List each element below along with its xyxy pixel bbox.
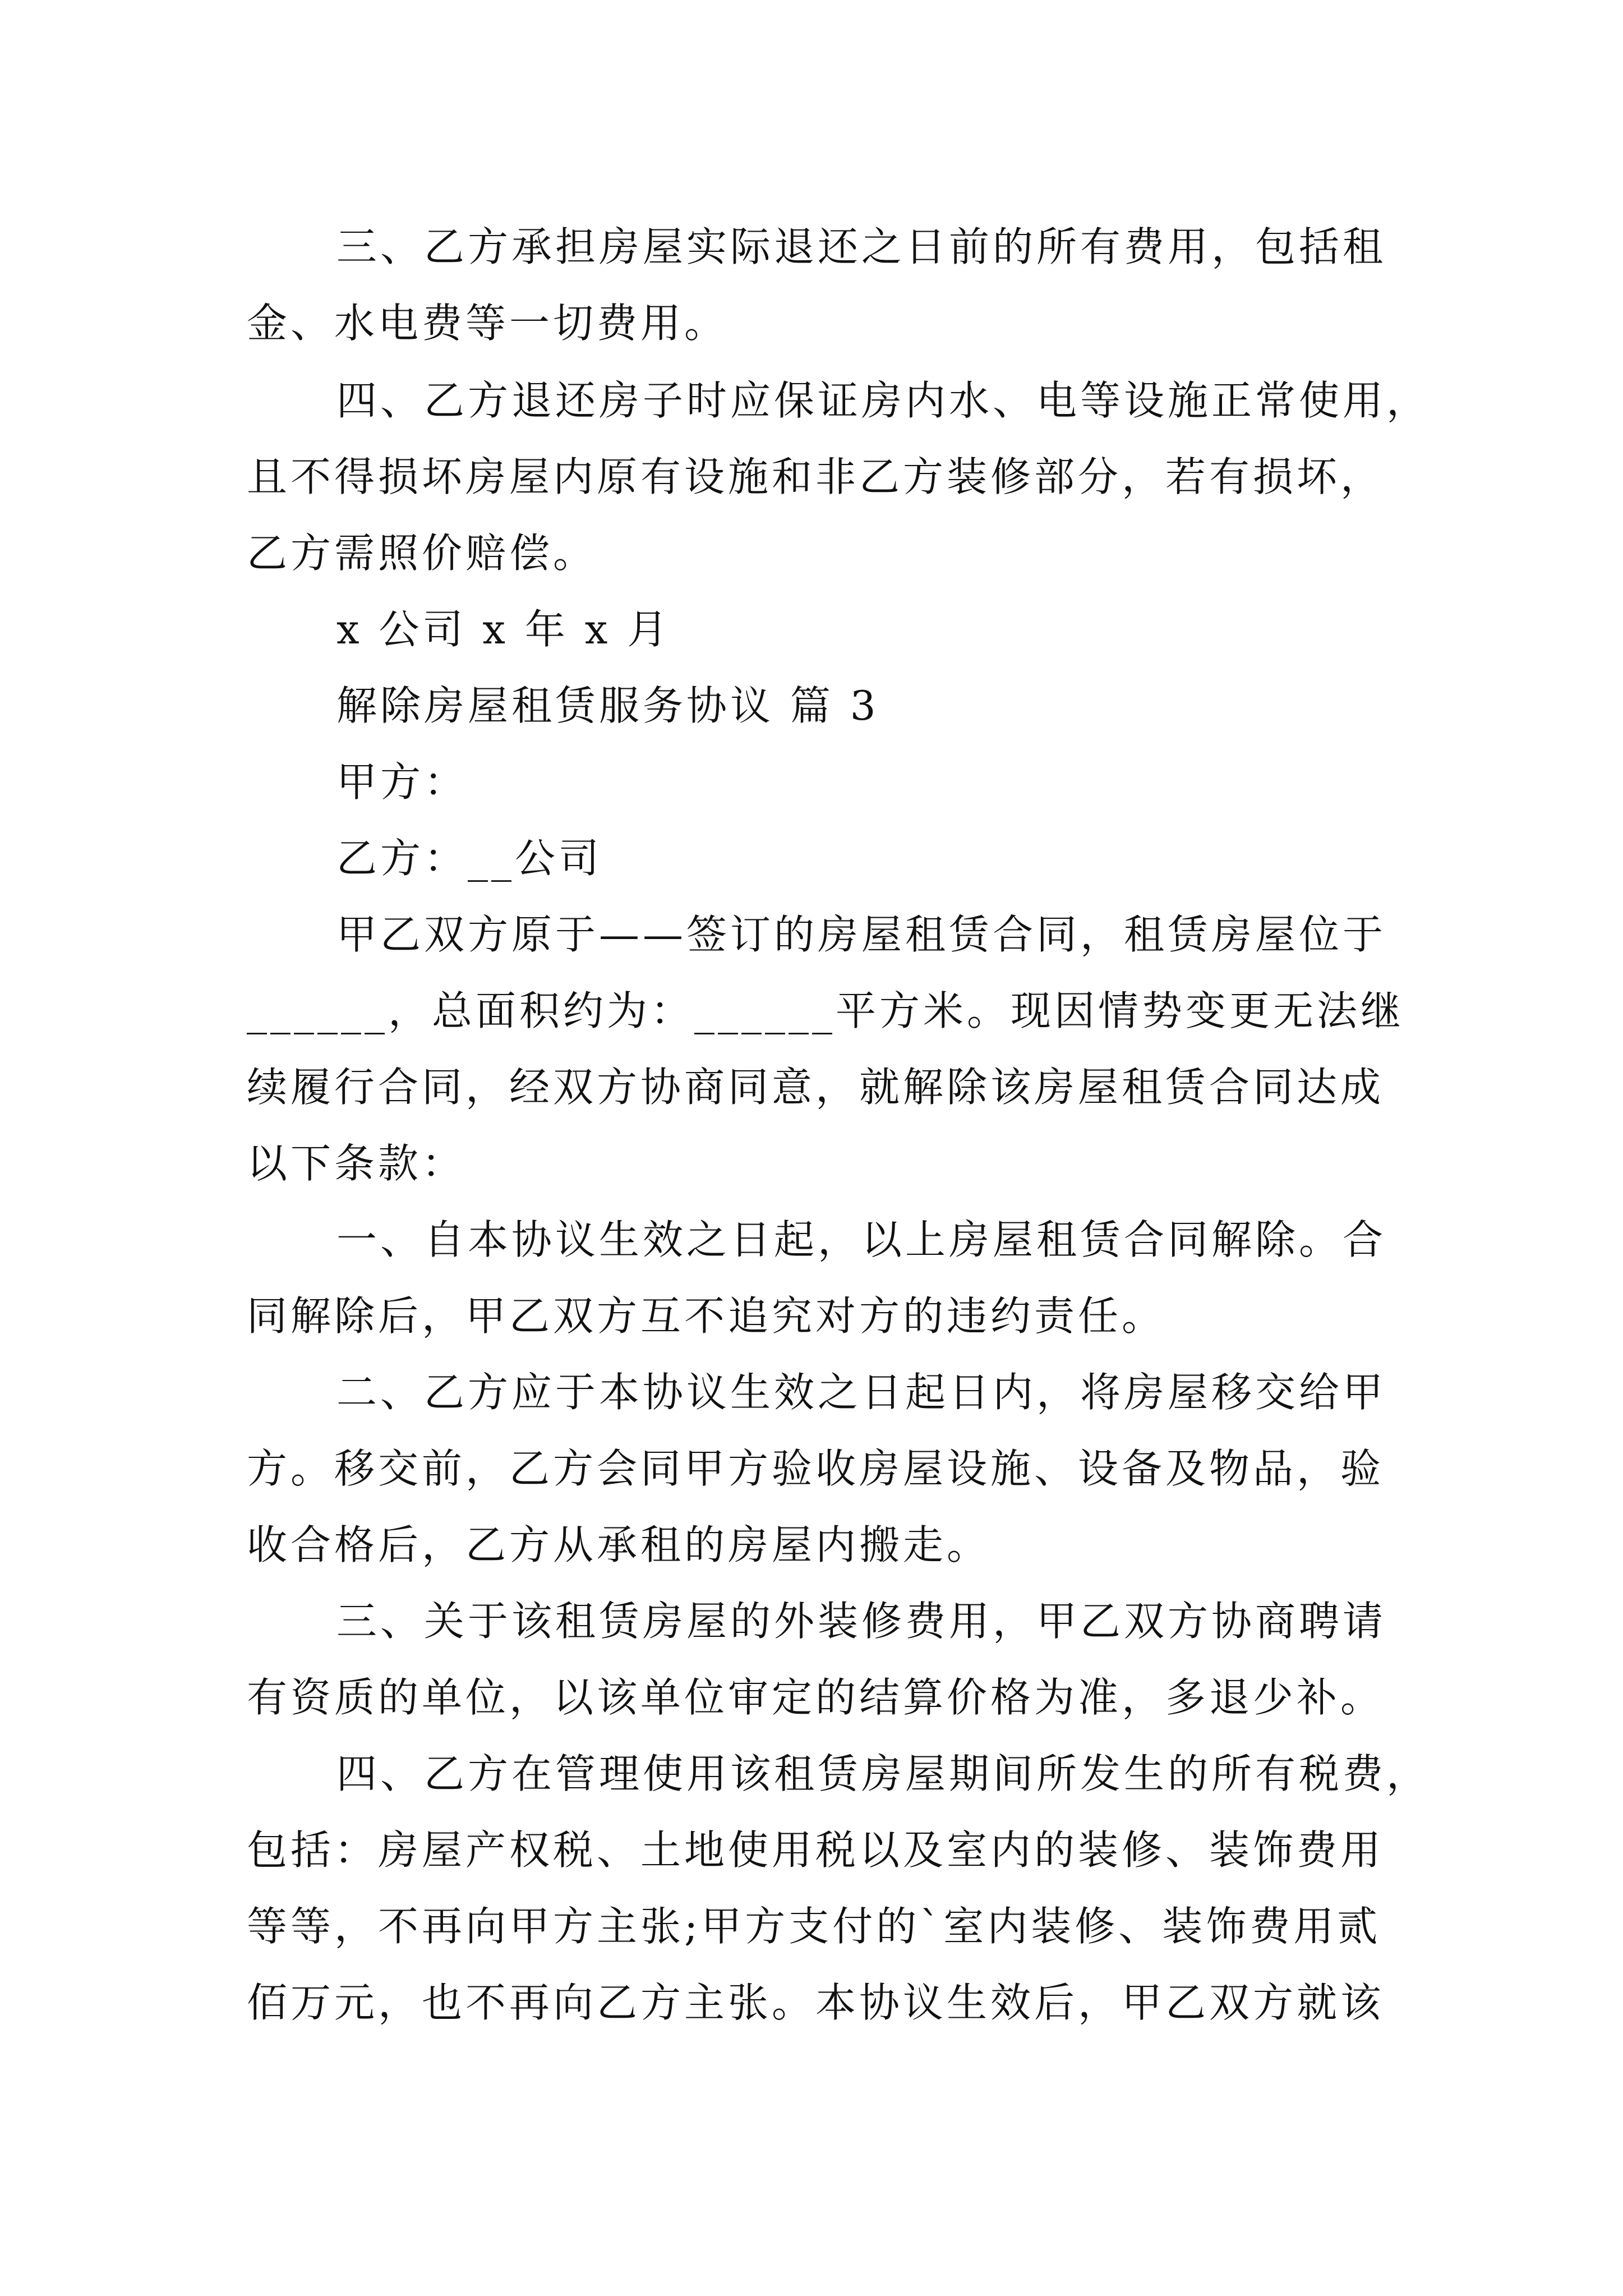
text-line: 乙方需照价赔偿。 [247,530,597,577]
text-line: 四、乙方退还房子时应保证房内水、电等设施正常使用， [336,377,1431,424]
date-line: x 公司 x 年 x 月 [336,606,671,653]
text-line: 三、乙方承担房屋实际退还之日前的所有费用，包括租 [336,223,1387,270]
text-line: 且不得损坏房屋内原有设施和非乙方装修部分，若有损坏， [247,453,1385,500]
section-heading: 解除房屋租赁服务协议 篇 3 [336,682,879,729]
text-line: 一、自本协议生效之日起，以上房屋租赁合同解除。合 [336,1216,1387,1263]
text-line: ______，总面积约为：______平方米。现因情势变更无法继 [247,987,1405,1034]
text-line: 收合格后，乙方从承租的房屋内搬走。 [247,1521,991,1568]
text-line: 方。移交前，乙方会同甲方验收房屋设施、设备及物品，验 [247,1445,1385,1492]
text-line: 包括：房屋产权税、土地使用税以及室内的装修、装饰费用 [247,1826,1385,1874]
text-line: 三、关于该租赁房屋的外装修费用，甲乙双方协商聘请 [336,1598,1387,1645]
text-line: 续履行合同，经双方协商同意，就解除该房屋租赁合同达成 [247,1064,1385,1111]
text-line: 二、乙方应于本协议生效之日起日内，将房屋移交给甲 [336,1369,1387,1416]
text-line: 以下条款： [247,1140,466,1187]
text-line: 等等，不再向甲方主张;甲方支付的`室内装修、装饰费用贰 [247,1903,1381,1950]
text-line: 佰万元，也不再向乙方主张。本协议生效后，甲乙双方就该 [247,1979,1385,2026]
text-line: 甲乙双方原于——签订的房屋租赁合同，租赁房屋位于 [336,911,1387,958]
party-b-line: 乙方：__公司 [336,835,603,882]
party-a-line: 甲方： [336,758,468,806]
text-line: 有资质的单位，以该单位审定的结算价格为准，多退少补。 [247,1674,1385,1721]
text-line: 四、乙方在管理使用该租赁房屋期间所发生的所有税费， [336,1750,1431,1797]
text-line: 同解除后，甲乙双方互不追究对方的违约责任。 [247,1292,1166,1340]
text-line: 金、水电费等一切费用。 [247,300,728,347]
